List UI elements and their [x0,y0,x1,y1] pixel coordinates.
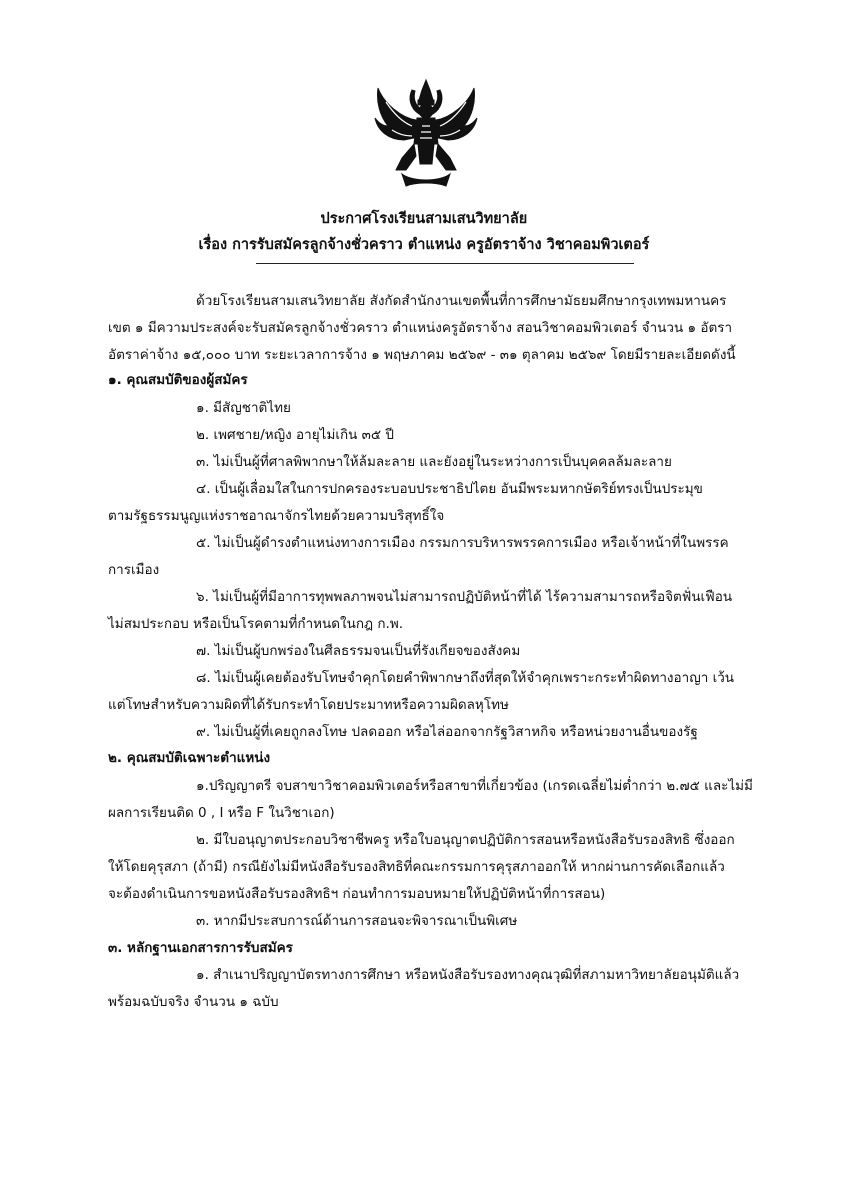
list-item-continuation: ตามรัฐธรรมนูญแห่งราชอาณาจักรไทยด้วยความบริสุทธิ์ใจ [108,508,445,524]
list-item: ๓. ไม่เป็นผู้ที่ศาลพิพากษาให้ล้มละลาย และยังอยู่ในระหว่างการเป็นบุคคลล้มละลาย [196,454,672,470]
section-heading: ๓. หลักฐานเอกสารการรับสมัคร [108,940,293,956]
list-item-continuation: แต่โทษสำหรับความผิดที่ได้รับกระทำโดยประมาทหรือความผิดลหุโทษ [108,697,509,713]
list-item: ๔. เป็นผู้เลื่อมใสในการปกครองระบอบประชาธิปไตย อันมีพระมหากษัตริย์ทรงเป็นประมุข [196,481,703,497]
intro-line: เขต ๑ มีความประสงค์จะรับสมัครลูกจ้างชั่วคราว ตำแหน่งครูอัตราจ้าง สอนวิชาคอมพิวเตอร์ จำนวน ๑ อัตรา [108,320,733,336]
title-divider [256,263,634,264]
intro-line: ด้วยโรงเรียนสามเสนวิทยาลัย สังกัดสำนักงานเขตพื้นที่การศึกษามัธยมศึกษากรุงเทพมหานคร [196,293,727,309]
list-item: ๑.ปริญญาตรี จบสาขาวิชาคอมพิวเตอร์หรือสาขาที่เกี่ยวข้อง (เกรดเฉลี่ยไม่ต่ำกว่า ๒.๗๕ และไม่มี [196,778,753,794]
list-item: ๑. มีสัญชาติไทย [196,400,291,416]
list-item: ๑. สำเนาปริญญาบัตรทางการศึกษา หรือหนังสือรับรองทางคุณวุฒิที่สภามหาวิทยาลัยอนุมัติแล้ว [196,967,740,983]
list-item-continuation: การเมือง [108,562,160,578]
list-item-continuation: จะต้องดำเนินการขอหนังสือรับรองสิทธิฯ ก่อนทำการมอบหมายให้ปฏิบัติหน้าที่การสอน) [108,886,606,902]
garuda-emblem-icon [372,78,480,188]
list-item: ๖. ไม่เป็นผู้ที่มีอาการทุพพลภาพจนไม่สามารถปฏิบัติหน้าที่ได้ ไร้ความสามารถหรือจิตฟั่นเฟือน [196,589,733,605]
section-heading: ๑. คุณสมบัติของผู้สมัคร [108,372,248,388]
list-item: ๒. มีใบอนุญาตประกอบวิชาชีพครู หรือใบอนุญาตปฏิบัติการสอนหรือหนังสือรับรองสิทธิ ซึ่งออก [196,832,735,848]
list-item-continuation: ไม่สมประกอบ หรือเป็นโรคตามที่กำหนดในกฎ ก.พ. [108,616,404,632]
announcement-title: ประกาศโรงเรียนสามเสนวิทยาลัย [320,211,528,227]
list-item-continuation: ผลการเรียนติด 0 , I หรือ F ในวิชาเอก) [108,805,335,821]
section-heading: ๒. คุณสมบัติเฉพาะตำแหน่ง [108,750,271,766]
list-item: ๒. เพศชาย/หญิง อายุไม่เกิน ๓๕ ปี [196,427,394,443]
intro-line: อัตราค่าจ้าง ๑๕,๐๐๐ บาท ระยะเวลาการจ้าง ๑ พฤษภาคม ๒๕๖๙ - ๓๑ ตุลาคม ๒๕๖๙ โดยมีรายละเอียดดังนี้ [108,347,736,363]
list-item-continuation: พร้อมฉบับจริง จำนวน ๑ ฉบับ [108,994,279,1010]
list-item: ๓. หากมีประสบการณ์ด้านการสอนจะพิจารณาเป็นพิเศษ [196,913,518,929]
list-item-continuation: ให้โดยคุรุสภา (ถ้ามี) กรณียังไม่มีหนังสือรับรองสิทธิที่คณะกรรมการคุรุสภาออกให้ หากผ่านการคัดเลือกแล้ว [108,859,725,875]
announcement-subject: เรื่อง การรับสมัครลูกจ้างชั่วคราว ตำแหน่ง ครูอัตราจ้าง วิชาคอมพิวเตอร์ [198,237,650,253]
list-item: ๘. ไม่เป็นผู้เคยต้องรับโทษจำคุกโดยคำพิพากษาถึงที่สุดให้จำคุกเพราะกระทำผิดทางอาญา เว้น [196,670,735,686]
list-item: ๗. ไม่เป็นผู้บกพร่องในศีลธรรมจนเป็นที่รังเกียจของสังคม [196,643,521,659]
list-item: ๕. ไม่เป็นผู้ดำรงตำแหน่งทางการเมือง กรรมการบริหารพรรคการเมือง หรือเจ้าหน้าที่ในพรรค [196,535,729,551]
list-item: ๙. ไม่เป็นผู้ที่เคยถูกลงโทษ ปลดออก หรือไล่ออกจากรัฐวิสาหกิจ หรือหน่วยงานอื่นของรัฐ [196,724,698,740]
